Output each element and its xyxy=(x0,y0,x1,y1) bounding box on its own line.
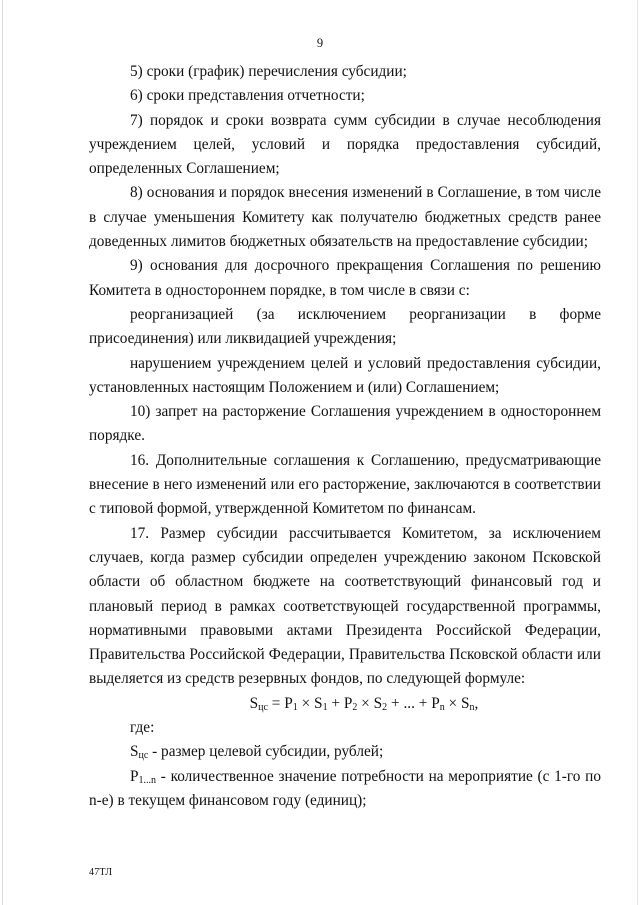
definition-text: - размер целевой субсидии, рублей; xyxy=(148,743,384,761)
scan-edge-left xyxy=(2,0,3,905)
formula-symbol: S xyxy=(461,694,470,712)
formula-subscript: 2 xyxy=(352,701,358,713)
definition-subscript: 1...n xyxy=(138,774,157,786)
paragraph-item-9: 9) основания для досрочного прекращения Соглашения по решению Комитета в одностороннем порядке, в том числе в связи с: xyxy=(89,257,601,299)
formula-operator: + xyxy=(414,694,432,712)
formula-subscript: цс xyxy=(258,701,268,713)
formula-operator: × xyxy=(444,694,461,712)
scan-edge-right xyxy=(637,0,638,905)
formula-subscript: 2 xyxy=(382,701,388,713)
formula-operator: + xyxy=(387,694,404,712)
definition-subscript: цс xyxy=(138,750,149,762)
formula-operator: + xyxy=(327,694,344,712)
paragraph-item-10: 10) запрет на расторжение Соглашения учреждением в одностороннем порядке. xyxy=(89,403,601,445)
formula-symbol: S xyxy=(373,694,383,712)
definition-text: - количественное значение потребности на мероприятие (с 1-го по n-е) в текущем финансовом году (единиц); xyxy=(89,767,601,809)
paragraph-item-7: 7) порядок и сроки возврата сумм субсидии в случае несоблюдения учреждением целей, условий и порядка предоставления субсидий, определенных Соглашением; xyxy=(89,111,601,178)
definition-symbol: S xyxy=(130,743,139,761)
formula-operator: = xyxy=(267,694,285,712)
paragraph-section-16: 16. Дополнительные соглашения к Соглашению, предусматривающие внесение в него изменений или его расторжение, заключаются в соответствии с типовой формой, утвержденной Комитетом по финансам. xyxy=(89,451,601,518)
document-body xyxy=(89,60,601,813)
formula-subscript: 1 xyxy=(322,701,328,713)
definition-p-1-n xyxy=(89,765,601,814)
formula-operator: × xyxy=(357,694,374,712)
paragraph-item-6: 6) сроки представления отчетности; xyxy=(130,87,365,105)
definition-s-cs xyxy=(89,740,601,764)
formula-subscript: n xyxy=(439,701,445,713)
formula-subscript: n xyxy=(469,701,475,713)
formula-punctuation: , xyxy=(474,694,479,712)
formula-operator: × xyxy=(297,694,315,712)
document-code: 47ТЛ xyxy=(89,867,113,878)
paragraph-item-8: 8) основания и порядок внесения изменений в Соглашение, в том числе в случае уменьшения Комитету как получателю бюджетных средств ранее доведенных лимитов бюджетных обязательств на предоставление субсидии; xyxy=(89,184,601,251)
formula-symbol: P xyxy=(431,694,440,712)
formula-ellipsis: ... xyxy=(403,694,415,712)
subsidy-formula xyxy=(89,692,601,716)
formula-symbol: P xyxy=(284,694,293,712)
where-label: где: xyxy=(130,719,155,737)
formula-symbol: S xyxy=(314,694,323,712)
formula-subscript: 1 xyxy=(292,701,298,713)
formula-symbol: P xyxy=(343,694,353,712)
definition-symbol: P xyxy=(130,767,139,785)
formula-symbol: S xyxy=(249,694,259,712)
paragraph-violation: нарушением учреждением целей и условий предоставления субсидии, установленных настоящим Положением и (или) Соглашением; xyxy=(89,354,601,396)
paragraph-reorganization: реорганизацией (за исключением реорганизации в форме присоединения) или ликвидацией учреждения; xyxy=(89,305,601,348)
paragraph-item-5: 5) сроки (график) перечисления субсидии; xyxy=(130,63,407,80)
paragraph-section-17: 17. Размер субсидии рассчитывается Комитетом, за исключением случаев, когда размер субсидии определен учреждению законом Псковской области об областном бюджете на соответствующий финансовый год и плановый период в рамках соответствующей государственной программы, нормативными правовыми актами Президента Российской Федерации, Правительства Российской Федерации, Правительства Псковской области или выделяется из средств резервных фондов, по следующей формуле: xyxy=(89,524,601,688)
page-number: 9 xyxy=(316,36,324,50)
